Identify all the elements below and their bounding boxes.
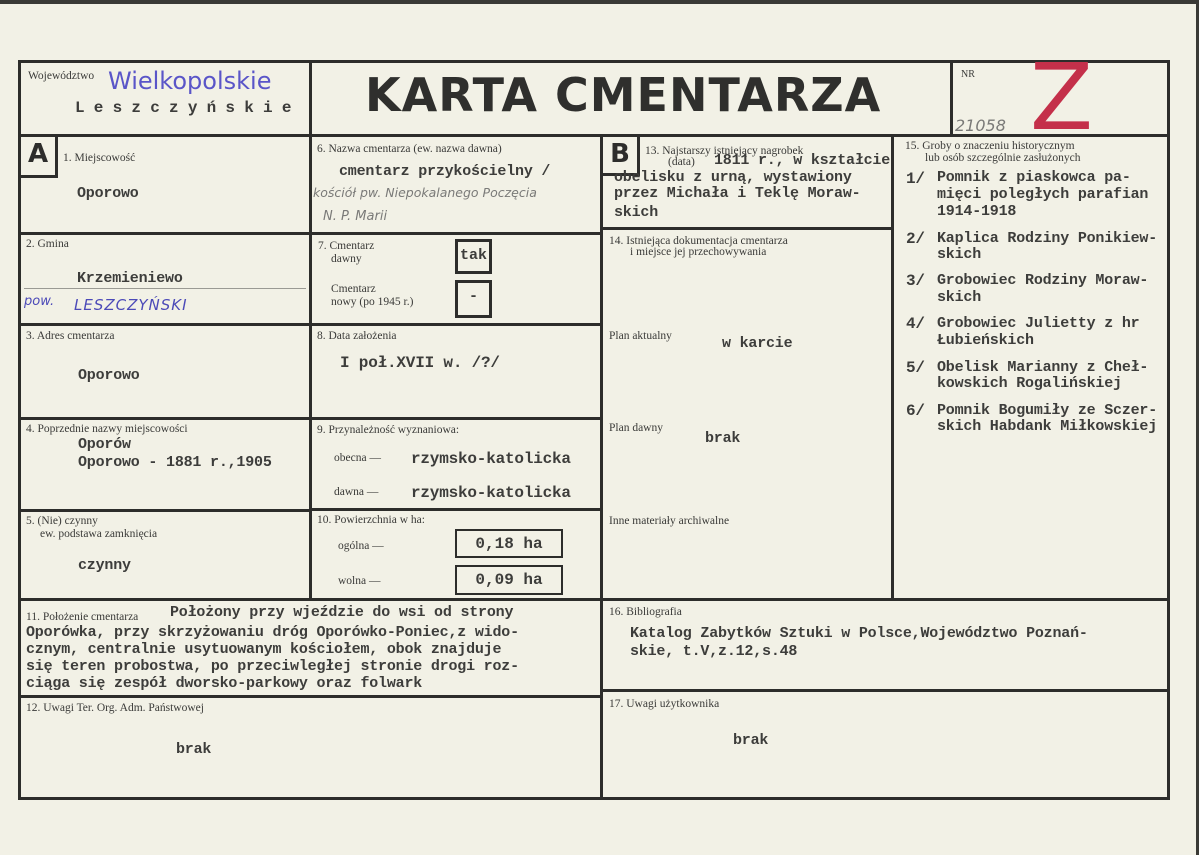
- nr-value: 21058: [955, 116, 1006, 135]
- divider-row-a1: [18, 232, 310, 235]
- f10-total-value[interactable]: 0,18 ha: [455, 529, 563, 558]
- divider-row-a2: [18, 323, 310, 326]
- divider-lower-top: [18, 598, 1170, 601]
- divider-row-a4: [18, 509, 310, 512]
- divider-col-3: [891, 134, 894, 600]
- f6-value: cmentarz przykościelny /: [339, 163, 551, 180]
- f13-line3: przez Michała i Teklę Moraw-: [614, 185, 861, 202]
- f7-new-checkbox[interactable]: -: [455, 280, 492, 318]
- f8-value: I poł.XVII w. /?/: [340, 354, 500, 372]
- f13-line4: skich: [614, 204, 659, 221]
- f10-free-value[interactable]: 0,09 ha: [455, 565, 563, 595]
- f1-label: 1. Miejscowość: [63, 152, 136, 164]
- divider-header-2: [950, 60, 953, 135]
- wojewodztwo-stamp: Wielkopolskie: [108, 67, 272, 95]
- f16-line2: skie, t.V,z.12,s.48: [630, 643, 798, 660]
- gmina-thin-line: [24, 288, 306, 289]
- grave-4-line2: Łubieńskich: [937, 332, 1034, 349]
- f5-label1: 5. (Nie) czynny: [26, 515, 98, 527]
- section-b-badge: B: [603, 137, 640, 176]
- f13-line1: 1811 r., w kształcie: [714, 152, 891, 169]
- f9-current-value: rzymsko-katolicka: [411, 450, 571, 468]
- f15-label1: 15. Groby o znaczeniu historycznym: [905, 140, 1075, 152]
- grave-5-line2: kowskich Rogalińskiej: [937, 375, 1122, 392]
- grave-2-num: 2/: [906, 230, 925, 248]
- f13-label2: (data): [668, 156, 695, 168]
- f3-value: Oporowo: [78, 367, 140, 384]
- divider-lower-mid-right: [600, 689, 1170, 692]
- plan-current-value: w karcie: [722, 335, 793, 352]
- grave-5-line1: Obelisk Marianny z Cheł-: [937, 359, 1149, 376]
- f16-label: 16. Bibliografia: [609, 606, 682, 618]
- f4-line2: Oporowo - 1881 r.,1905: [78, 454, 272, 471]
- f4-label: 4. Poprzednie nazwy miejscowości: [26, 423, 188, 435]
- f2-pow-label: pow.: [24, 294, 55, 309]
- grave-1-line1: Pomnik z piaskowca pa-: [937, 169, 1131, 186]
- wojewodztwo-label: Województwo: [28, 70, 95, 82]
- divider-row-m2: [309, 323, 601, 326]
- f11-line4: się teren probostwa, po przeciwległej stronie drogi roz-: [26, 658, 519, 675]
- divider-row-m4: [309, 508, 601, 511]
- f16-line1: Katalog Zabytków Sztuki w Polsce,Województwo Poznań-: [630, 625, 1088, 642]
- f7-old-checkbox[interactable]: tak: [455, 239, 492, 274]
- grave-4-num: 4/: [906, 315, 925, 333]
- frame-bottom: [18, 797, 1170, 800]
- f5-label2: ew. podstawa zamknięcia: [40, 528, 158, 540]
- grave-3-line1: Grobowiec Rodziny Moraw-: [937, 272, 1149, 289]
- grave-3-num: 3/: [906, 272, 925, 290]
- f9-former-label: dawna —: [334, 486, 379, 498]
- plan-current-label: Plan aktualny: [609, 330, 672, 342]
- nr-label: NR: [961, 69, 975, 80]
- page-title: KARTA CMENTARZA: [365, 68, 882, 122]
- f6-handwritten-1: kościół pw. Niepokalanego Poczęcia: [313, 185, 537, 200]
- grave-5-num: 5/: [906, 359, 925, 377]
- f14-label1: 14. Istniejąca dokumentacja cmentarza: [609, 235, 788, 247]
- f6-handwritten-2: N. P. Marii: [323, 209, 388, 224]
- f7-old-label2: dawny: [331, 253, 362, 265]
- f14-label2: i miejsce jej przechowywania: [630, 246, 767, 258]
- f6-label: 6. Nazwa cmentarza (ew. nazwa dawna): [317, 143, 502, 155]
- divider-row-m3: [309, 417, 601, 420]
- f7-new-label1: Cmentarz: [331, 283, 376, 295]
- grave-2-line1: Kaplica Rodziny Ponikiew-: [937, 230, 1158, 247]
- f1-value: Oporowo: [77, 185, 139, 202]
- f9-former-value: rzymsko-katolicka: [411, 484, 571, 502]
- wojewodztwo-typed: L e s z c z y ń s k i e: [75, 99, 292, 117]
- f5-value: czynny: [78, 557, 131, 574]
- grave-6-line1: Pomnik Bogumiły ze Sczer-: [937, 402, 1158, 419]
- f10-label: 10. Powierzchnia w ha:: [317, 514, 425, 526]
- f3-label: 3. Adres cmentarza: [26, 330, 115, 342]
- f2-value: Krzemieniewo: [77, 270, 183, 287]
- divider-lower-mid-left: [18, 695, 602, 698]
- grave-3-line2: skich: [937, 289, 982, 306]
- grave-6-num: 6/: [906, 402, 925, 420]
- f11-line5: ciąga się zespół dworsko-parkowy oraz folwark: [26, 675, 423, 692]
- f8-label: 8. Data założenia: [317, 330, 397, 342]
- f17-label: 17. Uwagi użytkownika: [609, 698, 720, 710]
- f15-label2: lub osób szczególnie zasłużonych: [925, 152, 1081, 164]
- grave-1-line3: 1914-1918: [937, 203, 1017, 220]
- plan-old-label: Plan dawny: [609, 422, 663, 434]
- f10-free-label: wolna —: [338, 575, 381, 587]
- f11-line3: cznym, centralnie usytuowanym kościołem, obok znajduje: [26, 641, 502, 658]
- section-a-badge: A: [21, 137, 58, 178]
- f2-pow-value: LESZCZYŃSKI: [74, 296, 188, 314]
- f11-line1: Położony przy wjeździe do wsi od strony: [170, 604, 514, 621]
- f13-line2: obelisku z urną, wystawiony: [614, 169, 852, 186]
- category-mark: Z: [1030, 44, 1094, 151]
- f4-line1: Oporów: [78, 436, 131, 453]
- f12-value: brak: [176, 741, 212, 758]
- divider-row-a3: [18, 417, 310, 420]
- f12-label: 12. Uwagi Ter. Org. Adm. Państwowej: [26, 702, 204, 714]
- f10-total-label: ogólna —: [338, 540, 384, 552]
- f7-new-label2: nowy (po 1945 r.): [331, 296, 414, 308]
- f9-current-label: obecna —: [334, 452, 381, 464]
- divider-row-b1: [600, 227, 892, 230]
- divider-header-1: [309, 60, 312, 135]
- f2-label: 2. Gmina: [26, 238, 69, 250]
- grave-2-line2: skich: [937, 246, 982, 263]
- f11-label: 11. Położenie cmentarza: [26, 611, 139, 623]
- card-top-edge: [0, 0, 1199, 4]
- frame-top: [18, 60, 1170, 63]
- divider-row-m1: [309, 232, 601, 235]
- grave-6-line2: skich Habdank Miłkowskiej: [937, 418, 1158, 435]
- f9-label: 9. Przynależność wyznaniowa:: [317, 424, 460, 436]
- f7-old-label1: 7. Cmentarz: [318, 240, 375, 252]
- f11-line2: Oporówka, przy skrzyżowaniu dróg Oporówko-Poniec,z wido-: [26, 624, 519, 641]
- f17-value: brak: [733, 732, 769, 749]
- grave-1-num: 1/: [906, 170, 925, 188]
- plan-old-value: brak: [705, 430, 741, 447]
- divider-col-1: [309, 134, 312, 600]
- other-archives-label: Inne materiały archiwalne: [609, 515, 730, 527]
- f13-label1: 13. Najstarszy istniejący nagrobek: [645, 145, 804, 157]
- grave-4-line1: Grobowiec Julietty z hr: [937, 315, 1140, 332]
- grave-1-line2: mięci poległych parafian: [937, 186, 1149, 203]
